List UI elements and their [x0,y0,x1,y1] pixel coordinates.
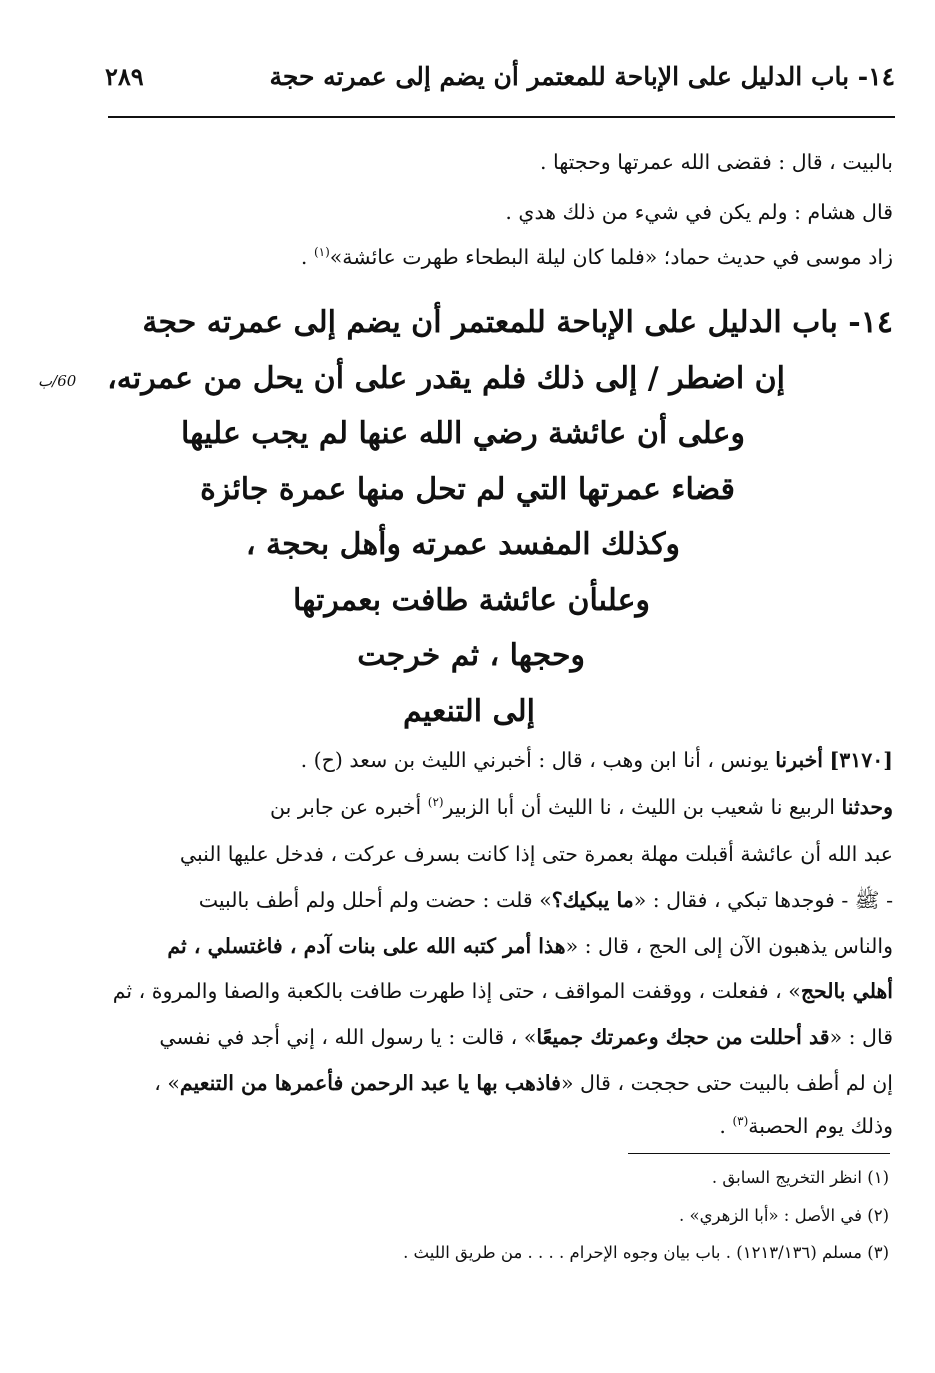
chapter-title-line-2: إن اضطر / إلى ذلك فلم يقدر على أن يحل من عمرته، [107,361,785,396]
hadith-line-2-text-a: الربيع نا شعيب بن الليث ، نا الليث أن أبا الزبير [443,795,835,819]
page-number: ٢٨٩ [105,62,144,91]
hadith-number: [٣١٧٠] [829,748,893,772]
hadith-line-7 [159,1025,893,1049]
footnote-3: (٣) مسلم (١٢١٣/١٣٦) . باب بيان وجوه الإحرام . . . . من طريق الليث . [403,1243,889,1262]
intro-line-1: بالبيت ، قال : فقضى الله عمرتها وحجتها . [539,150,893,174]
running-title: ١٤- باب الدليل على الإباحة للمعتمر أن يضم إلى عمرته حجة [269,62,895,91]
chapter-title-line-8: إلى التنعيم [403,694,535,729]
chapter-title-line-5: وكذلك المفسد عمرته وأهل بحجة ، [245,527,680,562]
hadith-line-7-text-a: قال : « [829,1025,893,1049]
hadith-line-6-bold: أهلي بالحج [800,979,893,1003]
hadith-line-2-text-b: أخبره عن جابر بن [270,795,422,819]
hadith-line-2-bold: وحدثنا [841,795,893,819]
hadith-line-4-bold: ما يبكيك؟ [551,888,634,912]
hadith-line-7-text-b: » ، قالت : يا رسول الله ، إني أجد في نفسي [159,1025,537,1049]
footnote-rule [628,1153,890,1154]
hadith-line-2 [100,795,893,819]
hadith-line-1-bold: أخبرنا [775,748,824,772]
footnote-ref-3[interactable]: (٣) [732,1114,749,1129]
hadith-line-6 [113,979,893,1003]
chapter-title-line-1: ١٤- باب الدليل على الإباحة للمعتمر أن يضم إلى عمرته حجة [142,305,893,340]
chapter-title-line-6: وعلىأن عائشة طافت بعمرتها [293,583,650,618]
header-rule [108,116,895,118]
hadith-line-8-text-a: إن لم أطف بالبيت حتى حججت ، قال « [560,1071,893,1095]
intro-line-3-text: زاد موسى في حديث حماد؛ «فلما كان ليلة البطحاء طهرت عائشة» [329,245,893,269]
hadith-line-3: عبد الله أن عائشة أقبلت مهلة بعمرة حتى إذا كانت بسرف عركت ، فدخل عليها النبي [179,842,893,866]
hadith-line-6-text: » ، ففعلت ، ووقفت المواقف ، حتى إذا طهرت طافت بالكعبة والصفا والمروة ، ثم [112,979,801,1003]
footnote-1: (١) انظر التخريج السابق . [711,1168,889,1187]
hadith-line-9: وذلك يوم الحصبة$^{(٣)}$ . [719,1114,893,1138]
footnote-ref-2[interactable]: (٢) [427,795,444,810]
intro-line-2: قال هشام : ولم يكن في شيء من ذلك هدي . [505,200,893,224]
hadith-line-8-text-b: » ، [154,1071,180,1095]
hadith-line-7-bold: قد أحللت من حجك وعمرتك جميعًا [536,1025,830,1049]
intro-line-3: زاد موسى في حديث حماد؛ «فلما كان ليلة البطحاء طهرت عائشة»$^{(١)}$ . [300,245,893,269]
hadith-line-5-bold: هذا أمر كتبه الله على بنات آدم ، فاغتسلي ، ثم [167,934,566,958]
chapter-title-line-7: وحجها ، ثم خرجت [357,638,585,673]
hadith-line-4-text-a: - ﷺ - فوجدها تبكي ، فقال : « [633,888,893,912]
chapter-title-line-3: وعلى أن عائشة رضي الله عنها لم يجب عليها [181,416,745,451]
running-header [105,62,895,108]
hadith-line-4-text-b: » قلت : حضت ولم أحلل ولم أطف بالبيت [198,888,552,912]
footnote-2: (٢) في الأصل : «أبا الزهري» . [679,1206,889,1225]
hadith-line-8-bold: فاذهب بها يا عبد الرحمن فأعمرها من التنعيم [179,1071,561,1095]
hadith-line-8 [154,1071,893,1095]
hadith-line-9-text: وذلك يوم الحصبة [748,1114,893,1138]
hadith-line-5 [167,934,893,958]
footnote-ref-1[interactable]: (١) [313,245,330,260]
chapter-title-line-4: قضاء عمرتها التي لم تحل منها عمرة جائزة [200,472,735,507]
hadith-line-1 [301,748,893,772]
hadith-line-5-text: والناس يذهبون الآن إلى الحج ، قال : « [565,934,893,958]
margin-folio-note: 60/ب [38,372,77,390]
hadith-line-1-text: يونس ، أنا ابن وهب ، قال : أخبرني الليث بن سعد (ح) . [300,748,769,772]
hadith-line-4 [199,888,893,918]
